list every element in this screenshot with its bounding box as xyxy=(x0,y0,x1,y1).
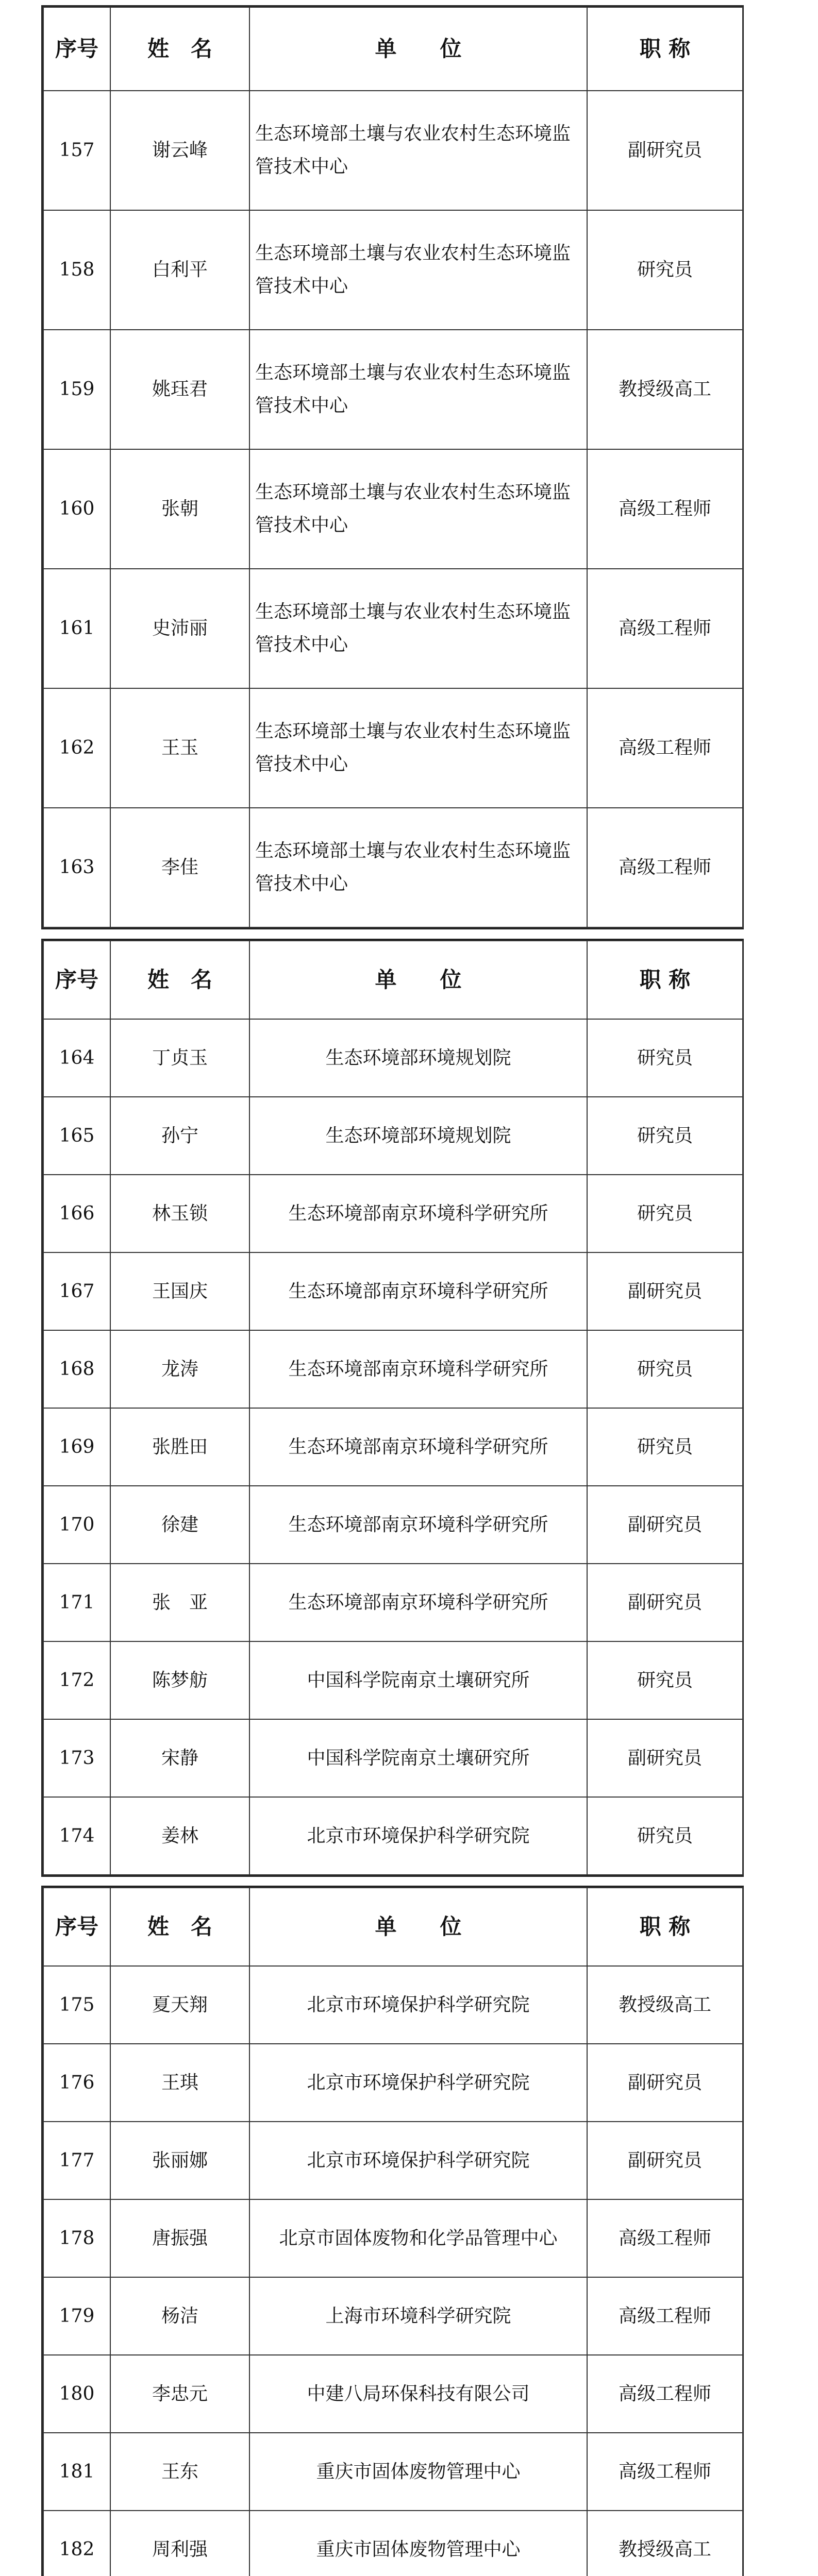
header-unit: 单 位 xyxy=(249,1888,587,1966)
header-unit: 单 位 xyxy=(249,941,587,1019)
table-row xyxy=(43,688,743,808)
cell-title: 高级工程师 xyxy=(587,2355,743,2433)
table-row xyxy=(43,1641,743,1719)
cell-name: 李佳 xyxy=(110,808,249,927)
table-row xyxy=(43,1797,743,1875)
cell-unit: 生态环境部南京环境科学研究所 xyxy=(249,1486,587,1564)
roster-table-2 xyxy=(43,940,743,1875)
cell-name: 姜林 xyxy=(110,1797,249,1875)
cell-name: 林玉锁 xyxy=(110,1175,249,1252)
cell-name: 唐振强 xyxy=(110,2199,249,2277)
cell-title: 高级工程师 xyxy=(587,2199,743,2277)
table-row xyxy=(43,1408,743,1486)
cell-seq: 165 xyxy=(43,1097,110,1175)
cell-name: 史沛丽 xyxy=(110,569,249,688)
cell-unit: 生态环境部土壤与农业农村生态环境监管技术中心 xyxy=(249,210,587,330)
cell-name: 陈梦舫 xyxy=(110,1641,249,1719)
table-row xyxy=(43,1486,743,1564)
header-name: 姓 名 xyxy=(110,941,249,1019)
table-row xyxy=(43,210,743,330)
cell-seq: 171 xyxy=(43,1564,110,1641)
cell-title: 副研究员 xyxy=(587,91,743,210)
cell-title: 教授级高工 xyxy=(587,330,743,449)
cell-name: 王琪 xyxy=(110,2044,249,2122)
cell-unit: 重庆市固体废物管理中心 xyxy=(249,2511,587,2576)
cell-unit: 生态环境部环境规划院 xyxy=(249,1097,587,1175)
cell-seq: 175 xyxy=(43,1966,110,2044)
cell-title: 副研究员 xyxy=(587,1719,743,1797)
cell-seq: 173 xyxy=(43,1719,110,1797)
cell-unit: 生态环境部南京环境科学研究所 xyxy=(249,1408,587,1486)
cell-unit: 生态环境部土壤与农业农村生态环境监管技术中心 xyxy=(249,688,587,808)
cell-seq: 162 xyxy=(43,688,110,808)
cell-unit: 中建八局环保科技有限公司 xyxy=(249,2355,587,2433)
header-title: 职 称 xyxy=(587,941,743,1019)
cell-title: 研究员 xyxy=(587,1408,743,1486)
table-row xyxy=(43,2044,743,2122)
cell-name: 李忠元 xyxy=(110,2355,249,2433)
table-page-2 xyxy=(41,939,744,1877)
table-row xyxy=(43,91,743,210)
cell-name: 张丽娜 xyxy=(110,2122,249,2199)
header-name: 姓 名 xyxy=(110,7,249,91)
cell-unit: 北京市环境保护科学研究院 xyxy=(249,1797,587,1875)
cell-name: 张胜田 xyxy=(110,1408,249,1486)
header-title: 职 称 xyxy=(587,1888,743,1966)
cell-seq: 178 xyxy=(43,2199,110,2277)
table-row xyxy=(43,1252,743,1330)
cell-title: 研究员 xyxy=(587,1330,743,1408)
cell-seq: 179 xyxy=(43,2277,110,2355)
table-row xyxy=(43,1564,743,1641)
cell-seq: 161 xyxy=(43,569,110,688)
table-row xyxy=(43,2122,743,2199)
cell-title: 副研究员 xyxy=(587,1252,743,1330)
cell-seq: 167 xyxy=(43,1252,110,1330)
table-row xyxy=(43,1019,743,1097)
table-row xyxy=(43,808,743,927)
cell-unit: 生态环境部土壤与农业农村生态环境监管技术中心 xyxy=(249,330,587,449)
cell-seq: 174 xyxy=(43,1797,110,1875)
header-seq: 序号 xyxy=(43,7,110,91)
cell-unit: 北京市环境保护科学研究院 xyxy=(249,1966,587,2044)
cell-unit: 生态环境部土壤与农业农村生态环境监管技术中心 xyxy=(249,449,587,569)
table-row xyxy=(43,1966,743,2044)
cell-title: 高级工程师 xyxy=(587,688,743,808)
cell-title: 高级工程师 xyxy=(587,449,743,569)
header-unit: 单 位 xyxy=(249,7,587,91)
cell-unit: 生态环境部土壤与农业农村生态环境监管技术中心 xyxy=(249,569,587,688)
header-name: 姓 名 xyxy=(110,1888,249,1966)
table-row xyxy=(43,2199,743,2277)
cell-title: 副研究员 xyxy=(587,2122,743,2199)
cell-unit: 中国科学院南京土壤研究所 xyxy=(249,1719,587,1797)
cell-title: 研究员 xyxy=(587,1797,743,1875)
cell-title: 研究员 xyxy=(587,1641,743,1719)
cell-title: 副研究员 xyxy=(587,1486,743,1564)
table-page-3 xyxy=(41,1886,744,2576)
header-seq: 序号 xyxy=(43,941,110,1019)
cell-name: 龙涛 xyxy=(110,1330,249,1408)
cell-name: 王玉 xyxy=(110,688,249,808)
table-body xyxy=(43,1966,743,2576)
cell-unit: 生态环境部南京环境科学研究所 xyxy=(249,1564,587,1641)
cell-unit: 北京市固体废物和化学品管理中心 xyxy=(249,2199,587,2277)
cell-seq: 180 xyxy=(43,2355,110,2433)
header-seq: 序号 xyxy=(43,1888,110,1966)
cell-unit: 生态环境部南京环境科学研究所 xyxy=(249,1330,587,1408)
cell-name: 张 亚 xyxy=(110,1564,249,1641)
table-row xyxy=(43,1719,743,1797)
table-row xyxy=(43,569,743,688)
cell-name: 王国庆 xyxy=(110,1252,249,1330)
table-row xyxy=(43,1097,743,1175)
cell-seq: 166 xyxy=(43,1175,110,1252)
table-body xyxy=(43,91,743,927)
cell-seq: 182 xyxy=(43,2511,110,2576)
cell-name: 徐建 xyxy=(110,1486,249,1564)
table-header-row xyxy=(43,941,743,1019)
cell-name: 姚珏君 xyxy=(110,330,249,449)
cell-name: 孙宁 xyxy=(110,1097,249,1175)
table-header-row xyxy=(43,7,743,91)
table-row xyxy=(43,330,743,449)
cell-unit: 生态环境部南京环境科学研究所 xyxy=(249,1252,587,1330)
table-row xyxy=(43,2355,743,2433)
table-row xyxy=(43,2511,743,2576)
cell-title: 副研究员 xyxy=(587,1564,743,1641)
cell-seq: 170 xyxy=(43,1486,110,1564)
cell-title: 高级工程师 xyxy=(587,2277,743,2355)
roster-table-3 xyxy=(43,1887,743,2576)
cell-title: 副研究员 xyxy=(587,2044,743,2122)
cell-name: 周利强 xyxy=(110,2511,249,2576)
cell-unit: 生态环境部土壤与农业农村生态环境监管技术中心 xyxy=(249,91,587,210)
cell-unit: 生态环境部南京环境科学研究所 xyxy=(249,1175,587,1252)
cell-unit: 生态环境部环境规划院 xyxy=(249,1019,587,1097)
cell-seq: 181 xyxy=(43,2433,110,2511)
table-page-1 xyxy=(41,5,744,929)
table-row xyxy=(43,1175,743,1252)
cell-title: 研究员 xyxy=(587,210,743,330)
table-header-row xyxy=(43,1888,743,1966)
cell-seq: 168 xyxy=(43,1330,110,1408)
cell-title: 教授级高工 xyxy=(587,1966,743,2044)
cell-seq: 158 xyxy=(43,210,110,330)
cell-seq: 160 xyxy=(43,449,110,569)
cell-unit: 北京市环境保护科学研究院 xyxy=(249,2122,587,2199)
table-row xyxy=(43,2433,743,2511)
cell-seq: 177 xyxy=(43,2122,110,2199)
cell-title: 教授级高工 xyxy=(587,2511,743,2576)
table-body xyxy=(43,1019,743,1875)
cell-name: 宋静 xyxy=(110,1719,249,1797)
cell-name: 王东 xyxy=(110,2433,249,2511)
cell-unit: 生态环境部土壤与农业农村生态环境监管技术中心 xyxy=(249,808,587,927)
cell-title: 研究员 xyxy=(587,1019,743,1097)
cell-unit: 重庆市固体废物管理中心 xyxy=(249,2433,587,2511)
cell-seq: 163 xyxy=(43,808,110,927)
cell-name: 丁贞玉 xyxy=(110,1019,249,1097)
cell-seq: 169 xyxy=(43,1408,110,1486)
cell-title: 高级工程师 xyxy=(587,569,743,688)
cell-unit: 上海市环境科学研究院 xyxy=(249,2277,587,2355)
cell-name: 白利平 xyxy=(110,210,249,330)
cell-name: 杨洁 xyxy=(110,2277,249,2355)
cell-name: 夏天翔 xyxy=(110,1966,249,2044)
header-title: 职 称 xyxy=(587,7,743,91)
roster-table-1 xyxy=(43,7,743,928)
cell-seq: 157 xyxy=(43,91,110,210)
table-row xyxy=(43,2277,743,2355)
cell-seq: 159 xyxy=(43,330,110,449)
table-row xyxy=(43,449,743,569)
cell-seq: 172 xyxy=(43,1641,110,1719)
cell-unit: 中国科学院南京土壤研究所 xyxy=(249,1641,587,1719)
cell-seq: 176 xyxy=(43,2044,110,2122)
cell-name: 张朝 xyxy=(110,449,249,569)
cell-title: 高级工程师 xyxy=(587,2433,743,2511)
cell-name: 谢云峰 xyxy=(110,91,249,210)
table-row xyxy=(43,1330,743,1408)
cell-title: 高级工程师 xyxy=(587,808,743,927)
cell-title: 研究员 xyxy=(587,1175,743,1252)
cell-unit: 北京市环境保护科学研究院 xyxy=(249,2044,587,2122)
cell-title: 研究员 xyxy=(587,1097,743,1175)
cell-seq: 164 xyxy=(43,1019,110,1097)
